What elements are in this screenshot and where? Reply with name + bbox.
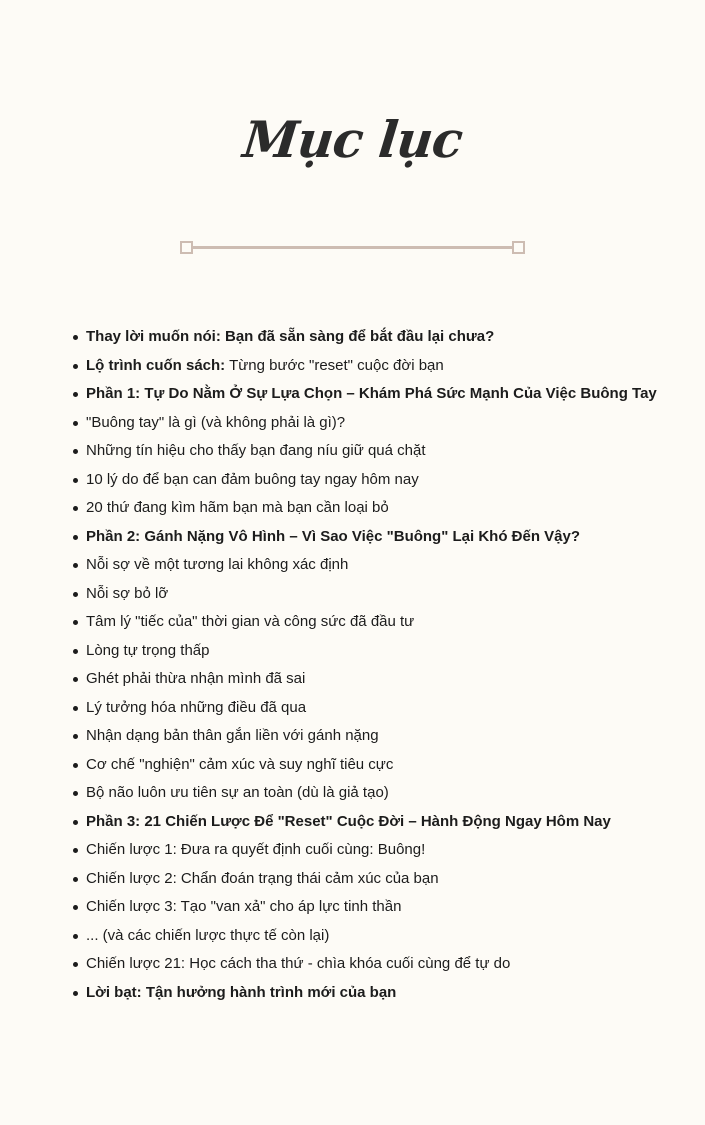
toc-item: Chiến lược 1: Đưa ra quyết định cuối cùng: Buông!: [68, 836, 668, 865]
toc-item-text: Từng bước "reset" cuộc đời bạn: [225, 356, 444, 374]
table-of-contents: [68, 323, 668, 1007]
toc-item: Chiến lược 2: Chẩn đoán trạng thái cảm xúc của bạn: [68, 865, 668, 894]
toc-item: 20 thứ đang kìm hãm bạn mà bạn cần loại bỏ: [68, 494, 668, 523]
toc-item: Lý tưởng hóa những điều đã qua: [68, 694, 668, 723]
page-title: Mục lục: [240, 110, 465, 169]
toc-item: Lòng tự trọng thấp: [68, 637, 668, 666]
decorative-divider: [180, 240, 525, 254]
toc-item: Phần 2: Gánh Nặng Vô Hình – Vì Sao Việc "Buông" Lại Khó Đến Vậy?: [68, 523, 668, 552]
toc-item: [68, 352, 668, 381]
toc-item: Cơ chế "nghiện" cảm xúc và suy nghĩ tiêu cực: [68, 751, 668, 780]
toc-item: Chiến lược 3: Tạo "van xả" cho áp lực tinh thần: [68, 893, 668, 922]
toc-item: Nỗi sợ bỏ lỡ: [68, 580, 668, 609]
toc-item: Thay lời muốn nói: Bạn đã sẵn sàng để bắt đầu lại chưa?: [68, 323, 668, 352]
toc-item: Phần 3: 21 Chiến Lược Để "Reset" Cuộc Đời – Hành Động Ngay Hôm Nay: [68, 808, 668, 837]
toc-item: Lời bạt: Tận hưởng hành trình mới của bạn: [68, 979, 668, 1008]
toc-item: Nhận dạng bản thân gắn liền với gánh nặng: [68, 722, 668, 751]
toc-item: ... (và các chiến lược thực tế còn lại): [68, 922, 668, 951]
toc-item: Tâm lý "tiếc của" thời gian và công sức đã đầu tư: [68, 608, 668, 637]
toc-item: 10 lý do để bạn can đảm buông tay ngay hôm nay: [68, 466, 668, 495]
toc-item: Ghét phải thừa nhận mình đã sai: [68, 665, 668, 694]
toc-item: Bộ não luôn ưu tiên sự an toàn (dù là giả tạo): [68, 779, 668, 808]
divider-line: [187, 246, 518, 249]
toc-item: "Buông tay" là gì (và không phải là gì)?: [68, 409, 668, 438]
divider-square-right: [512, 241, 525, 254]
toc-item: Chiến lược 21: Học cách tha thứ - chìa khóa cuối cùng để tự do: [68, 950, 668, 979]
toc-item-label: Lộ trình cuốn sách:: [86, 356, 226, 374]
divider-square-left: [180, 241, 193, 254]
toc-item: Phần 1: Tự Do Nằm Ở Sự Lựa Chọn – Khám Phá Sức Mạnh Của Việc Buông Tay: [68, 380, 668, 409]
toc-item: Những tín hiệu cho thấy bạn đang níu giữ quá chặt: [68, 437, 668, 466]
toc-item: Nỗi sợ về một tương lai không xác định: [68, 551, 668, 580]
